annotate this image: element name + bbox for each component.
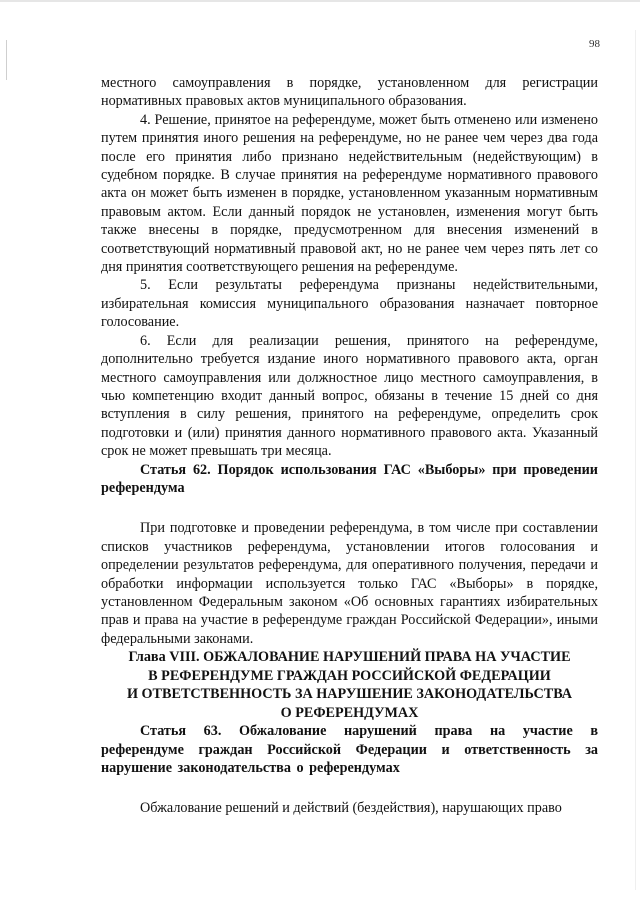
article-62-body: При подготовке и проведении референдума, в том числе при составлении списков участников референдума, установлении итогов голосования и определении результатов референдума, для оперативного получения, передачи и обработки информации используется только ГАС «Выборы» в порядке, установленном Федеральным законом «Об основных гарантиях избирательных прав и права на участие в референдуме граждан Российской Федерации», иными федеральными законами.	[101, 520, 598, 647]
chapter-title-line: В РЕФЕРЕНДУМЕ ГРАЖДАН РОССИЙСКОЙ ФЕДЕРАЦИИ	[148, 667, 551, 684]
paragraph-6: 6. Если для реализации решения, принятого на референдуме, дополнительно требуется издание иного нормативного правового акта, орган местного самоуправления или должностное лицо местного самоуправления, в чью компетенцию входит данный вопрос, обязаны в течение 15 дней со дня вступления в силу решения, принятого на референдуме, определить срок подготовки и (или) принятия данного нормативного правового акта. Указанный срок не может превышать три месяца.	[101, 332, 598, 460]
article-62-title: Статья 62. Порядок использования ГАС «Выборы» при проведении референдума	[101, 461, 598, 496]
scan-edge-left	[6, 40, 7, 80]
paragraph-5: 5. Если результаты референдума признаны недействительными, избирательная комиссия муниципального образования назначает повторное голосование.	[101, 277, 598, 331]
chapter-title-line: Глава VIII. ОБЖАЛОВАНИЕ НАРУШЕНИЙ ПРАВА НА УЧАСТИЕ	[128, 649, 571, 666]
chapter-title-line: О РЕФЕРЕНДУМАХ	[280, 704, 419, 721]
scan-edge-right	[635, 30, 636, 890]
document-body	[101, 74, 598, 818]
paragraph-continuation: местного самоуправления в порядке, установленном для регистрации нормативных правовых актов муниципального образования.	[101, 75, 598, 110]
chapter-title-line: И ОТВЕТСТВЕННОСТЬ ЗА НАРУШЕНИЕ ЗАКОНОДАТЕЛЬСТВА	[126, 686, 573, 703]
paragraph-4: 4. Решение, принятое на референдуме, может быть отменено или изменено путем принятия иного решения на референдуме, но не ранее чем через два года после его принятия либо признано недействительным (недействующим) в судебном порядке. В случае принятия на референдуме нормативного правового акта он может быть изменен в порядке, установленном указанным нормативным правовым актом. Если данный порядок не установлен, изменения могут быть также внесены в порядке, предусмотренном для внесения изменений в соответствующий нормативный правовой акт, но не ранее чем через пять лет со дня принятия соответствующего решения на референдуме.	[101, 111, 598, 276]
article-63-title: Статья 63. Обжалование нарушений права на участие в референдуме граждан Российской Федерации и ответственность за нарушение законодательства о референдумах	[101, 723, 598, 776]
chapter-8-title	[101, 648, 598, 722]
scan-edge-top	[0, 0, 640, 2]
page-number: 98	[589, 38, 600, 50]
article-63-body: Обжалование решений и действий (бездействия), нарушающих право	[140, 800, 562, 817]
